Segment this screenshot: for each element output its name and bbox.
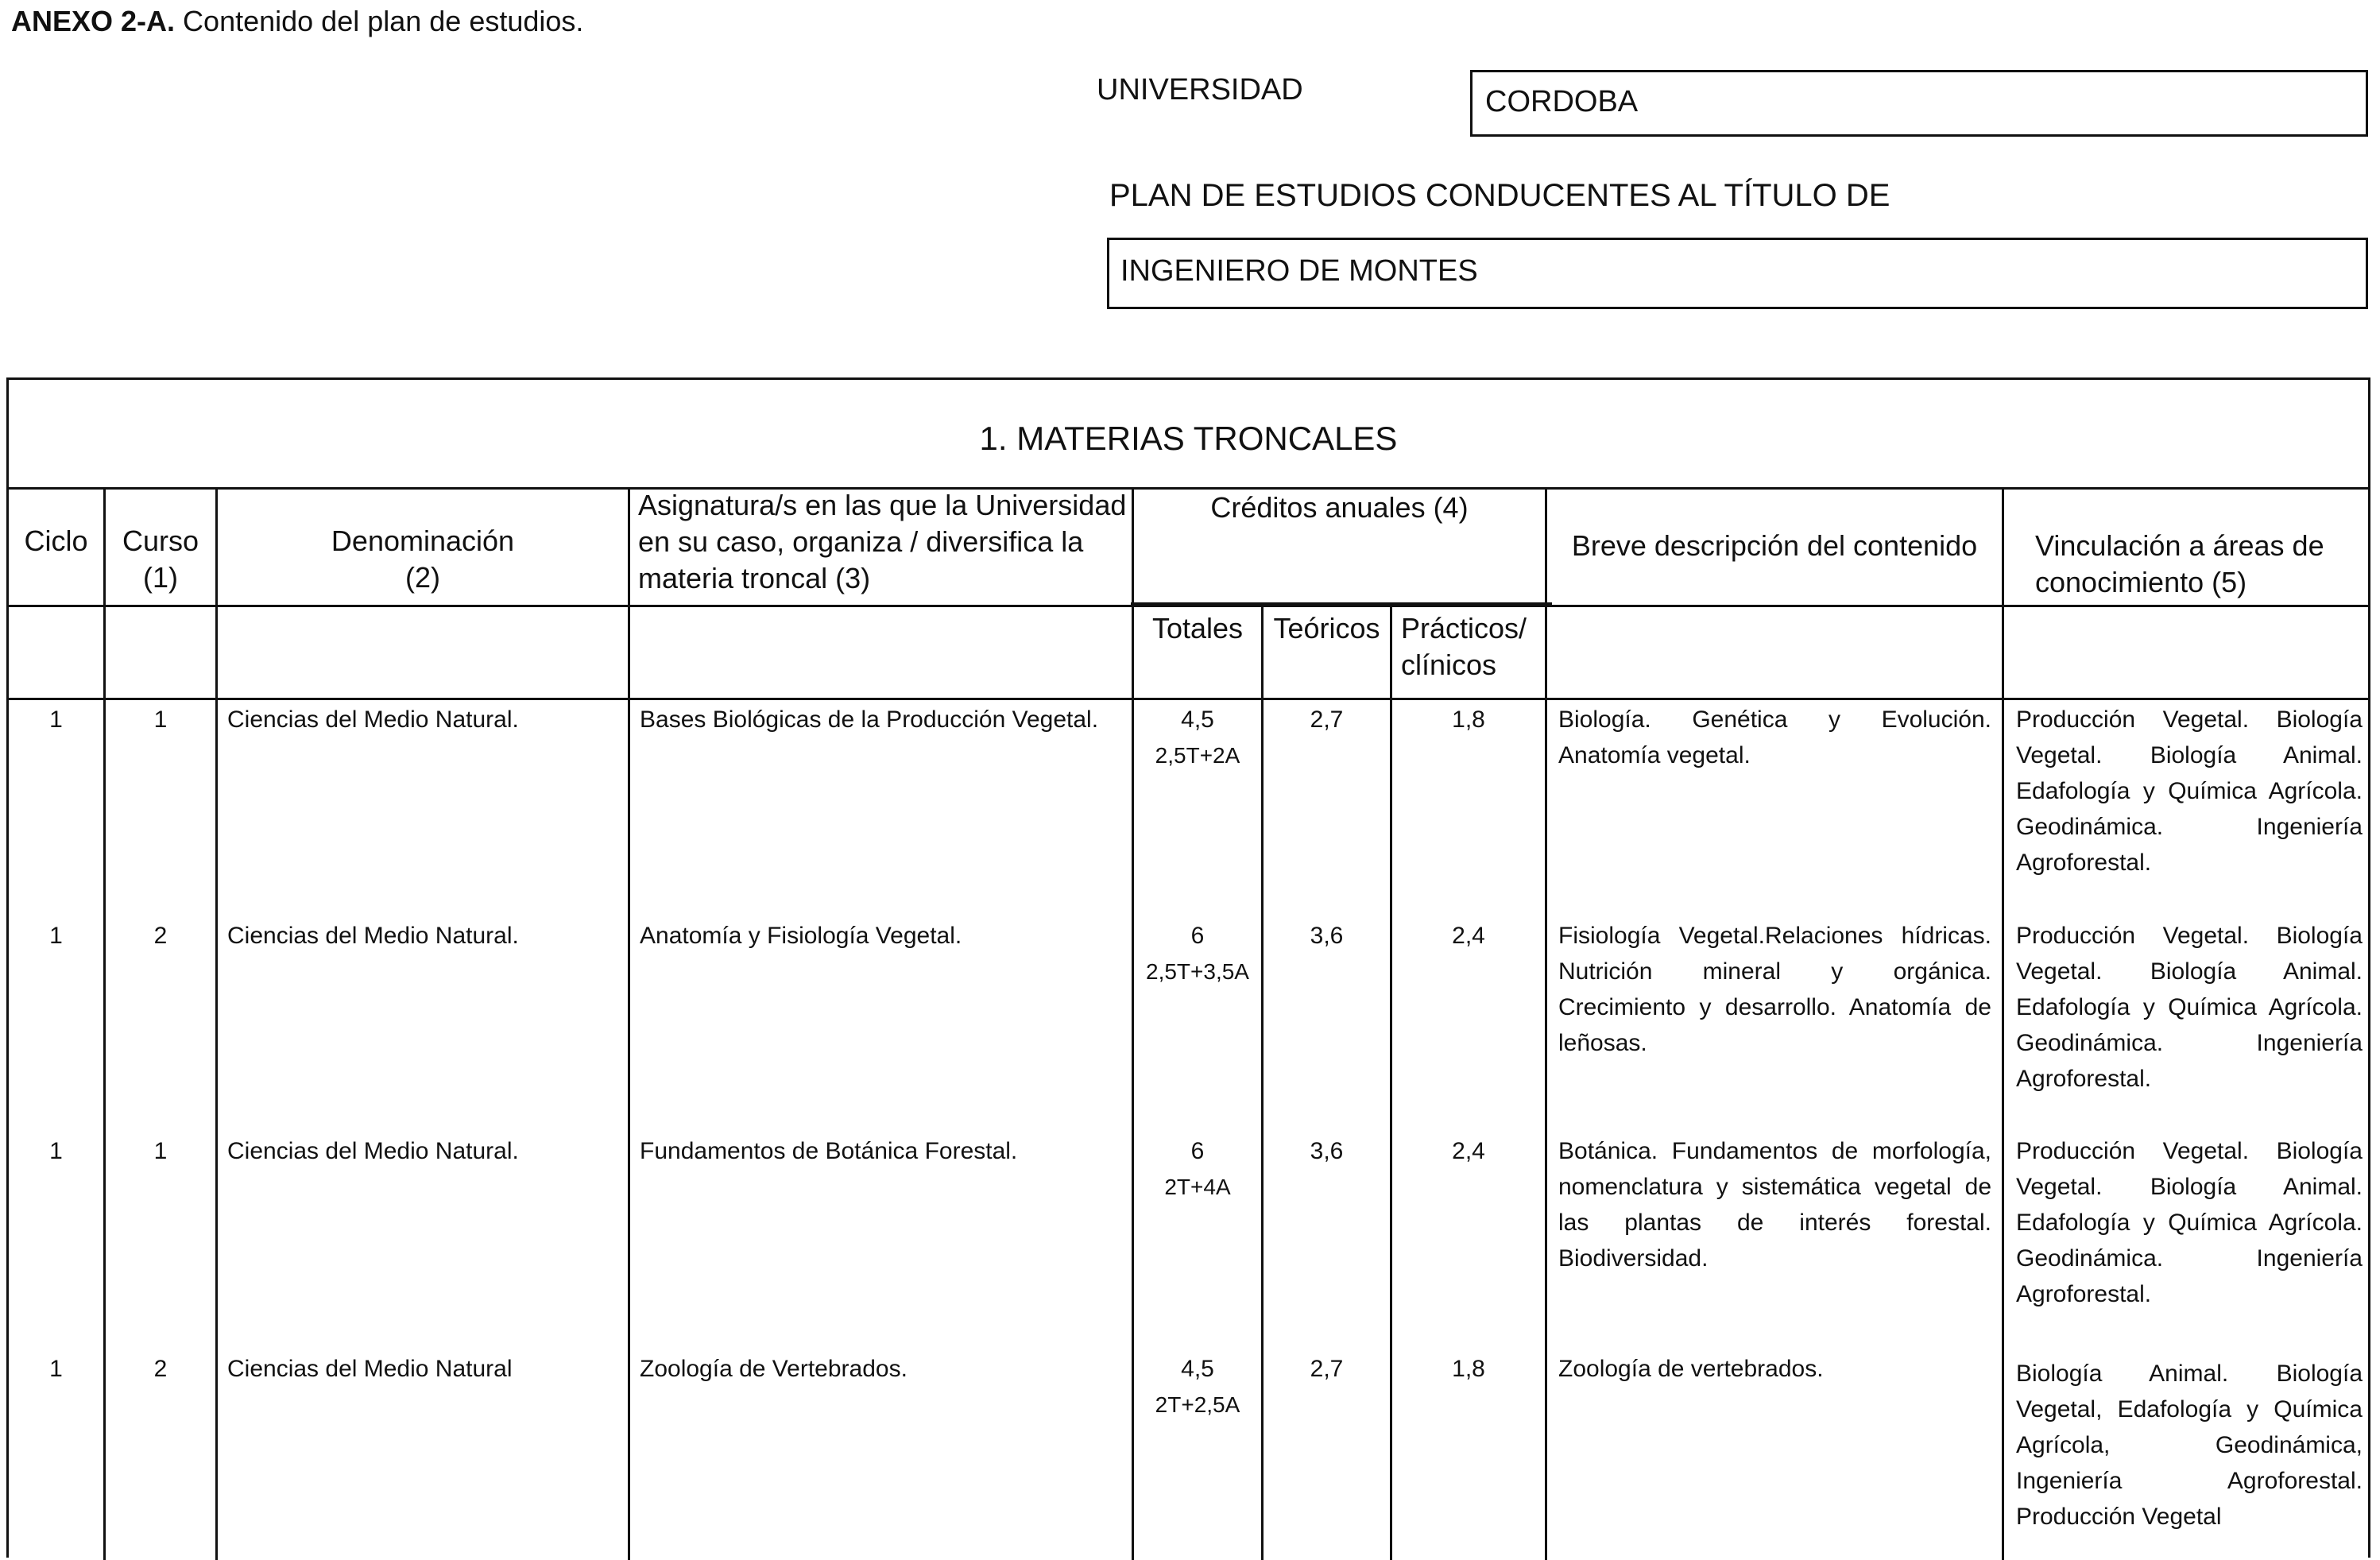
cell-practicos: 2,4 — [1452, 923, 1485, 949]
table-rule — [1131, 602, 1552, 605]
cell-totales-value: 6 — [1190, 923, 1205, 949]
plan-label: PLAN DE ESTUDIOS CONDUCENTES AL TÍTULO DE — [1109, 178, 1890, 213]
cell-denominacion: Ciencias del Medio Natural. — [227, 923, 519, 949]
cell-totales-detail: 2T+4A — [1164, 1175, 1231, 1199]
col-practicos: Prácticos/ clínicos — [1401, 612, 1527, 681]
cell-curso: 1 — [153, 706, 168, 733]
column-divider — [1390, 602, 1392, 1560]
column-divider — [215, 487, 218, 1560]
cell-asignatura: Zoología de Vertebrados. — [640, 1356, 907, 1382]
cell-descripcion: Biología. Genética y Evolución. Anatomía vegetal. — [1558, 706, 1991, 768]
cell-ciclo: 1 — [49, 1356, 63, 1382]
annex-number: ANEXO 2-A. — [11, 5, 176, 37]
cell-denominacion: Ciencias del Medio Natural — [227, 1356, 513, 1382]
col-ciclo: Ciclo — [24, 525, 88, 557]
col-teoricos: Teóricos — [1273, 612, 1380, 645]
cell-totales-detail: 2,5T+3,5A — [1146, 959, 1249, 984]
universidad-field: CORDOBA — [1470, 70, 2368, 137]
titulo-field: INGENIERO DE MONTES — [1107, 238, 2368, 309]
cell-totales — [1134, 1133, 1261, 1205]
col-denominacion — [218, 523, 628, 596]
cell-descripcion: Zoología de vertebrados. — [1558, 1356, 1824, 1382]
cell-practicos: 1,8 — [1452, 706, 1485, 733]
cell-totales — [1134, 1351, 1261, 1423]
section-title: 1. MATERIAS TRONCALES — [979, 420, 1398, 457]
column-divider — [1261, 602, 1264, 1560]
cell-teoricos: 2,7 — [1310, 706, 1344, 733]
col-vinculacion: Vinculación a áreas de conocimiento (5) — [2035, 529, 2324, 598]
cell-teoricos: 2,7 — [1310, 1356, 1344, 1382]
cell-vinculacion: Producción Vegetal. Biología Vegetal. Biología Animal. Edafología y Química Agrícola. Geodinámica. Ingeniería Agroforestal. — [2016, 706, 2363, 876]
cell-asignatura: Fundamentos de Botánica Forestal. — [640, 1138, 1018, 1164]
column-divider — [2002, 487, 2004, 1560]
cell-practicos: 1,8 — [1452, 1356, 1485, 1382]
annex-heading — [11, 5, 583, 38]
col-creditos: Créditos anuales (4) — [1210, 491, 1469, 524]
cell-asignatura: Anatomía y Fisiología Vegetal. — [640, 923, 962, 949]
cell-vinculacion: Biología Animal. Biología Vegetal, Edafología y Química Agrícola, Geodinámica, Ingeniería Agroforestal. Producción Vegetal — [2016, 1361, 2363, 1530]
cell-asignatura: Bases Biológicas de la Producción Vegetal. — [640, 706, 1099, 733]
cell-totales-value: 6 — [1190, 1138, 1205, 1164]
col-denominacion-label: Denominación — [331, 525, 515, 557]
cell-totales — [1134, 702, 1261, 773]
col-curso — [106, 523, 215, 596]
cell-vinculacion: Producción Vegetal. Biología Vegetal. Biología Animal. Edafología y Química Agrícola. Geodinámica. Ingeniería Agroforestal. — [2016, 1138, 2363, 1307]
cell-descripcion: Botánica. Fundamentos de morfología, nomenclatura y sistemática vegetal de las plantas de interés forestal. Biodiversidad. — [1558, 1138, 1991, 1272]
materias-table — [6, 377, 2370, 1558]
cell-teoricos: 3,6 — [1310, 1138, 1344, 1164]
col-asignaturas: Asignatura/s en las que la Universidad en su caso, organiza / diversifica la materia troncal (3) — [638, 489, 1127, 594]
cell-totales-detail: 2T+2,5A — [1155, 1392, 1240, 1417]
cell-totales-value: 4,5 — [1181, 706, 1214, 733]
col-curso-label: Curso — [122, 525, 199, 557]
col-curso-note: (1) — [143, 561, 178, 594]
col-totales: Totales — [1151, 612, 1244, 645]
cell-practicos: 2,4 — [1452, 1138, 1485, 1164]
column-divider — [628, 487, 630, 1560]
column-divider — [103, 487, 106, 1560]
cell-ciclo: 1 — [49, 923, 63, 949]
cell-descripcion: Fisiología Vegetal.Relaciones hídricas. Nutrición mineral y orgánica. Crecimiento y desarrollo. Anatomía de leñosas. — [1558, 923, 1991, 1056]
table-rule — [9, 605, 2368, 607]
cell-vinculacion: Producción Vegetal. Biología Vegetal. Biología Animal. Edafología y Química Agrícola. Geodinámica. Ingeniería Agroforestal. — [2016, 923, 2363, 1092]
cell-curso: 2 — [153, 1356, 168, 1382]
col-descripcion: Breve descripción del contenido — [1571, 529, 1978, 562]
cell-totales-value: 4,5 — [1181, 1356, 1214, 1382]
cell-totales-detail: 2,5T+2A — [1155, 743, 1240, 768]
cell-ciclo: 1 — [49, 706, 63, 733]
col-denominacion-note: (2) — [405, 561, 440, 594]
universidad-label: UNIVERSIDAD — [1097, 73, 1303, 106]
annex-text: Contenido del plan de estudios. — [175, 5, 584, 37]
cell-denominacion: Ciencias del Medio Natural. — [227, 706, 519, 733]
cell-ciclo: 1 — [49, 1138, 63, 1164]
cell-totales — [1134, 918, 1261, 989]
table-rule — [9, 698, 2368, 700]
column-divider — [1545, 487, 1547, 1560]
cell-curso: 1 — [153, 1138, 168, 1164]
cell-teoricos: 3,6 — [1310, 923, 1344, 949]
cell-curso: 2 — [153, 923, 168, 949]
cell-denominacion: Ciencias del Medio Natural. — [227, 1138, 519, 1164]
